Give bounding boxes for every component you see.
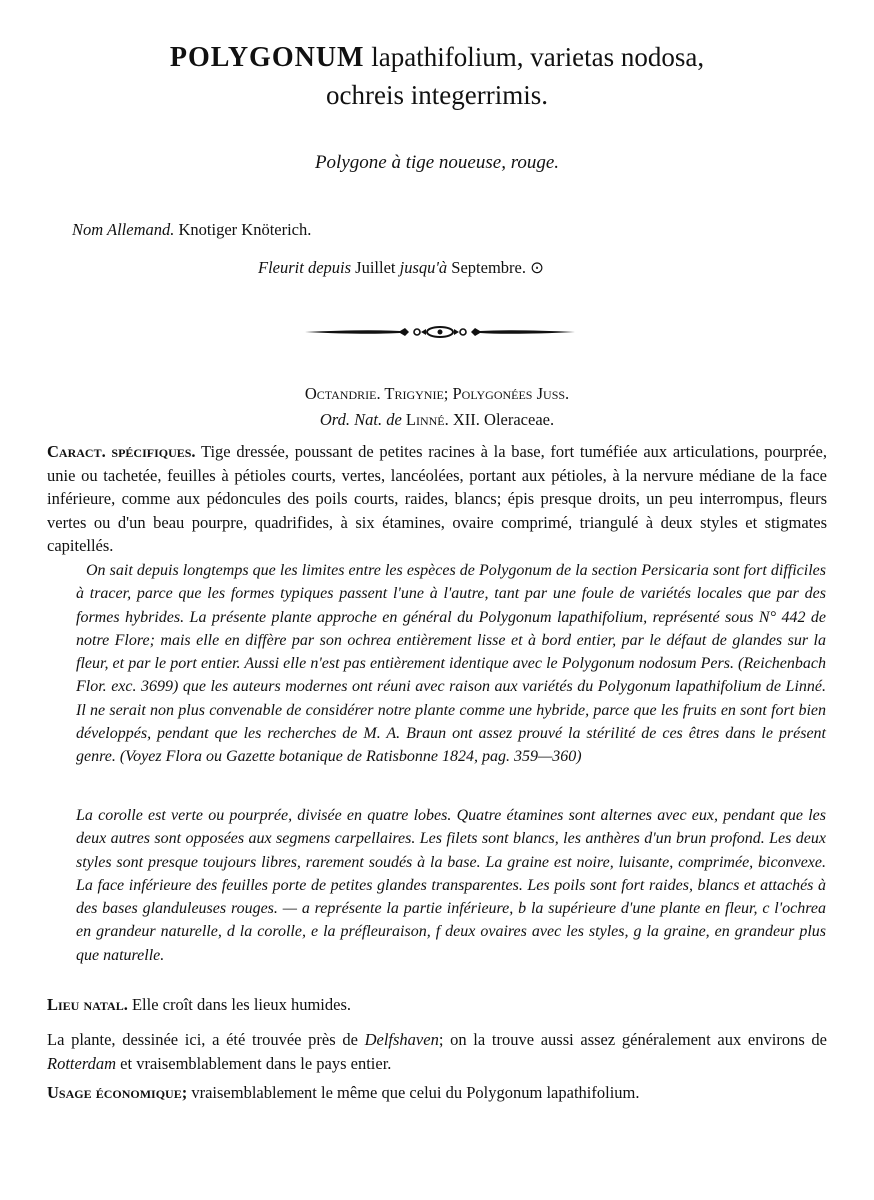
usage-line — [47, 1083, 640, 1103]
locality-text-3: et vraisemblablement dans le pays entier. — [116, 1053, 392, 1073]
specific-characters-text: Tige dressée, poussant de petites racines à la base, fort tuméfiée aux articulations, pourprée, unie ou tachetée, feuilles à pétioles courts, vertes, lancéolées, portant aux pétioles, à la nervure médiane de la face inférieure, comme aux pédoncules des poils courts, raides, blancs; épis presque droits, un peu interrompus, fleurs vertes ou d'un beau pourpre, quadrifides, à six étamines, ovaire comprimé, triangulé à deux styles et stigmates capitellés. — [47, 442, 828, 555]
locality-text-1: La plante, dessinée ici, a été trouvée près de — [47, 1030, 365, 1049]
order-value: XII. Oleraceae. — [448, 410, 555, 429]
german-value: Knotiger Knöterich. — [174, 220, 312, 239]
specific-characters-paragraph — [47, 440, 827, 558]
order-line — [0, 410, 874, 430]
flowering-month-2: Septembre. — [447, 258, 526, 277]
habitat-text: Elle croît dans les lieux humides. — [127, 995, 351, 1014]
locality-place-2: Rotterdam — [47, 1053, 117, 1073]
locality-text-2: ; on la trouve aussi assez généralement aux environs de — [438, 1030, 828, 1049]
title-line-1 — [0, 42, 874, 74]
annual-symbol-icon: ⊙ — [530, 258, 544, 277]
habitat-label: Lieu natal. — [47, 995, 128, 1014]
locality-place-1: Delfshaven — [364, 1030, 439, 1049]
habitat-line — [47, 995, 351, 1015]
french-name: Polygone à tige noueuse, rouge. — [314, 152, 560, 173]
ornament-divider-icon — [305, 324, 575, 340]
title-genus: POLYGONUM — [169, 42, 365, 73]
german-name-line — [72, 220, 311, 240]
usage-text: vraisemblablement le même que celui du Polygonum lapathifolium. — [187, 1083, 640, 1102]
locality-paragraph — [47, 1028, 827, 1075]
classification-line: Octandrie. Trigynie; Polygonées Juss. — [304, 384, 570, 403]
description-paragraph-1: On sait depuis longtemps que les limites entre les espèces de Polygonum de la section Persicaria sont fort difficiles à tracer, parce que les formes typiques passent l'une à l'autre, tant par une foule de variétés locales que par des formes hybrides. La présente plante approche en général du Polygonum lapathifolium, représenté sous N° 442 de notre Flore; mais elle en diffère par son ochrea entièrement lisse et à bord entier, par le défaut de glandes sur la fleur, et par le port entier. Aussi elle n'est pas entièrement identique avec le Polygonum nodosum Pers. (Reichenbach Flor. exc. 3699) que les auteurs modernes ont réuni avec raison aux variétés du Polygonum lapathifolium de Linné. Il ne serait non plus convenable de considérer notre plante comme une hybride, parce que les fruits en sont fort bien développés, pendant que les recherches de M. A. Braun ont assez prouvé la stérilité de ces êtres dans le présent genre. (Voyez Flora ou Gazette botanique de Ratisbonne 1824, pag. 359—360) — [76, 562, 826, 766]
flowering-line — [258, 258, 544, 278]
usage-label: Usage économique; — [47, 1083, 188, 1102]
title-species: lapathifolium, varietas nodosa, — [364, 42, 705, 72]
flowering-month-1: Juillet — [351, 258, 400, 277]
title-line-2: ochreis integerrimis. — [326, 80, 548, 110]
linne-name: Linné. — [401, 410, 449, 429]
description-paragraph-2: La corolle est verte ou pourprée, divisée en quatre lobes. Quatre étamines sont alternes avec eux, pendant que les deux autres sont opposées aux segmens carpellaires. Les filets sont blancs, les anthères d'un brun profond. Les deux styles sont presque toujours libres, rarement soudés à la base. La graine est noire, luisante, comprimée, biconvexe. La face inférieure des feuilles porte de petites glandes transparentes. Les poils sont fort raides, blancs et attachés à des bases glanduleuses rouges. — a représente la partie inférieure, b la supérieure d'une plante en fleur, c l'ochrea en grandeur naturelle, d la corolle, e la préfleuraison, f deux ovaires avec les styles, g la graine, en grandeur plus que naturelle. — [76, 807, 826, 964]
flowering-label-2: jusqu'à — [399, 258, 448, 277]
order-label: Ord. Nat. de — [319, 410, 402, 429]
specific-characters-label: Caract. spécifiques. — [47, 442, 196, 461]
german-label: Nom Allemand. — [72, 220, 175, 239]
flowering-label-1: Fleurit depuis — [258, 258, 352, 277]
